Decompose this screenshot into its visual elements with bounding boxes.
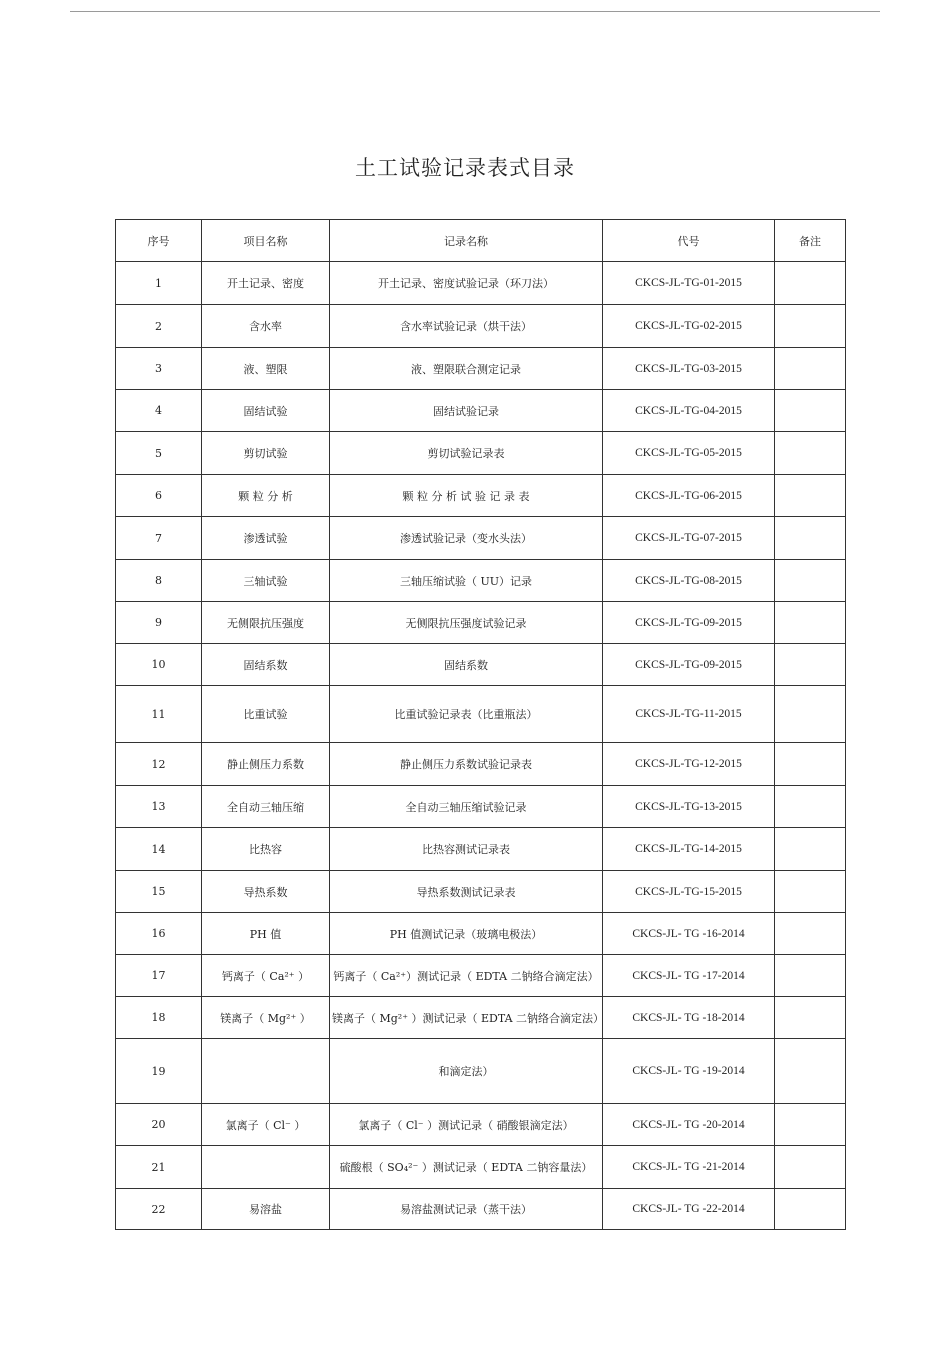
cell-code: CKCS-JL- TG -16-2014 bbox=[603, 913, 775, 955]
cell-note bbox=[775, 686, 846, 743]
cell-record-name: 硫酸根（ SO₄²⁻ ）测试记录（ EDTA 二钠容量法） bbox=[330, 1146, 603, 1189]
cell-item-name: 导热系数 bbox=[202, 871, 330, 913]
cell-code: CKCS-JL-TG-03-2015 bbox=[603, 348, 775, 390]
cell-record-name: 颗 粒 分 析 试 验 记 录 表 bbox=[330, 475, 603, 517]
table-row bbox=[116, 475, 846, 517]
table-body bbox=[116, 262, 846, 1230]
cell-item-name: 无侧限抗压强度 bbox=[202, 602, 330, 644]
cell-record-name: 全自动三轴压缩试验记录 bbox=[330, 786, 603, 828]
cell-note bbox=[775, 955, 846, 997]
cell-no: 15 bbox=[116, 871, 202, 913]
cell-code: CKCS-JL-TG-11-2015 bbox=[603, 686, 775, 743]
cell-record-name: 镁离子（ Mg²⁺ ）测试记录（ EDTA 二钠络合滴定法） bbox=[330, 997, 603, 1039]
table-row bbox=[116, 390, 846, 432]
cell-code: CKCS-JL-TG-07-2015 bbox=[603, 517, 775, 560]
cell-code: CKCS-JL-TG-09-2015 bbox=[603, 644, 775, 686]
cell-code: CKCS-JL- TG -20-2014 bbox=[603, 1104, 775, 1146]
cell-note bbox=[775, 560, 846, 602]
table-header-row bbox=[116, 220, 846, 262]
cell-code: CKCS-JL- TG -19-2014 bbox=[603, 1039, 775, 1104]
header-item-name: 项目名称 bbox=[202, 220, 330, 262]
table-row bbox=[116, 602, 846, 644]
cell-note bbox=[775, 1104, 846, 1146]
cell-code: CKCS-JL- TG -18-2014 bbox=[603, 997, 775, 1039]
cell-code: CKCS-JL-TG-04-2015 bbox=[603, 390, 775, 432]
cell-record-name: 静止侧压力系数试验记录表 bbox=[330, 743, 603, 786]
cell-record-name: 剪切试验记录表 bbox=[330, 432, 603, 475]
header-no: 序号 bbox=[116, 220, 202, 262]
cell-item-name: 液、塑限 bbox=[202, 348, 330, 390]
table-row bbox=[116, 913, 846, 955]
cell-item-name: 固结系数 bbox=[202, 644, 330, 686]
cell-note bbox=[775, 432, 846, 475]
cell-no: 19 bbox=[116, 1039, 202, 1104]
cell-item-name: 比重试验 bbox=[202, 686, 330, 743]
cell-record-name: 比热容测试记录表 bbox=[330, 828, 603, 871]
table-row bbox=[116, 1039, 846, 1104]
cell-item-name bbox=[202, 1039, 330, 1104]
cell-note bbox=[775, 828, 846, 871]
record-catalog-table bbox=[115, 219, 846, 1230]
table-row bbox=[116, 305, 846, 348]
cell-item-name: 全自动三轴压缩 bbox=[202, 786, 330, 828]
cell-note bbox=[775, 517, 846, 560]
cell-note bbox=[775, 1039, 846, 1104]
cell-no: 17 bbox=[116, 955, 202, 997]
cell-record-name: PH 值测试记录（玻璃电极法） bbox=[330, 913, 603, 955]
cell-item-name: 渗透试验 bbox=[202, 517, 330, 560]
cell-note bbox=[775, 390, 846, 432]
cell-no: 3 bbox=[116, 348, 202, 390]
cell-no: 20 bbox=[116, 1104, 202, 1146]
cell-no: 2 bbox=[116, 305, 202, 348]
header-rule bbox=[70, 11, 880, 12]
cell-no: 10 bbox=[116, 644, 202, 686]
cell-record-name: 导热系数测试记录表 bbox=[330, 871, 603, 913]
cell-note bbox=[775, 305, 846, 348]
cell-code: CKCS-JL-TG-02-2015 bbox=[603, 305, 775, 348]
cell-no: 18 bbox=[116, 997, 202, 1039]
cell-no: 5 bbox=[116, 432, 202, 475]
cell-record-name: 和滴定法） bbox=[330, 1039, 603, 1104]
cell-item-name: PH 值 bbox=[202, 913, 330, 955]
cell-no: 13 bbox=[116, 786, 202, 828]
cell-item-name: 颗 粒 分 析 bbox=[202, 475, 330, 517]
table-row bbox=[116, 686, 846, 743]
cell-code: CKCS-JL-TG-12-2015 bbox=[603, 743, 775, 786]
cell-no: 11 bbox=[116, 686, 202, 743]
table-row bbox=[116, 786, 846, 828]
cell-code: CKCS-JL-TG-08-2015 bbox=[603, 560, 775, 602]
cell-note bbox=[775, 1189, 846, 1230]
cell-note bbox=[775, 644, 846, 686]
cell-note bbox=[775, 602, 846, 644]
cell-note bbox=[775, 475, 846, 517]
cell-code: CKCS-JL- TG -17-2014 bbox=[603, 955, 775, 997]
cell-note bbox=[775, 743, 846, 786]
cell-no: 8 bbox=[116, 560, 202, 602]
cell-record-name: 钙离子（ Ca²⁺）测试记录（ EDTA 二钠络合滴定法） bbox=[330, 955, 603, 997]
cell-item-name: 镁离子（ Mg²⁺ ） bbox=[202, 997, 330, 1039]
table-row bbox=[116, 1104, 846, 1146]
cell-record-name: 无侧限抗压强度试验记录 bbox=[330, 602, 603, 644]
cell-no: 7 bbox=[116, 517, 202, 560]
cell-no: 21 bbox=[116, 1146, 202, 1189]
cell-item-name: 三轴试验 bbox=[202, 560, 330, 602]
table-row bbox=[116, 997, 846, 1039]
cell-code: CKCS-JL- TG -21-2014 bbox=[603, 1146, 775, 1189]
cell-no: 14 bbox=[116, 828, 202, 871]
table-row bbox=[116, 871, 846, 913]
cell-item-name: 易溶盐 bbox=[202, 1189, 330, 1230]
cell-note bbox=[775, 1146, 846, 1189]
cell-item-name: 固结试验 bbox=[202, 390, 330, 432]
cell-no: 4 bbox=[116, 390, 202, 432]
cell-note bbox=[775, 786, 846, 828]
table-row bbox=[116, 432, 846, 475]
table-row bbox=[116, 560, 846, 602]
header-code: 代号 bbox=[603, 220, 775, 262]
cell-item-name: 钙离子（ Ca²⁺ ） bbox=[202, 955, 330, 997]
table-row bbox=[116, 828, 846, 871]
table-row bbox=[116, 517, 846, 560]
cell-record-name: 渗透试验记录（变水头法） bbox=[330, 517, 603, 560]
cell-record-name: 固结系数 bbox=[330, 644, 603, 686]
cell-code: CKCS-JL-TG-01-2015 bbox=[603, 262, 775, 305]
cell-record-name: 开土记录、密度试验记录（环刀法） bbox=[330, 262, 603, 305]
table-row bbox=[116, 743, 846, 786]
cell-code: CKCS-JL- TG -22-2014 bbox=[603, 1189, 775, 1230]
cell-no: 9 bbox=[116, 602, 202, 644]
cell-record-name: 液、塑限联合测定记录 bbox=[330, 348, 603, 390]
cell-code: CKCS-JL-TG-09-2015 bbox=[603, 602, 775, 644]
cell-code: CKCS-JL-TG-13-2015 bbox=[603, 786, 775, 828]
table-row bbox=[116, 955, 846, 997]
cell-no: 1 bbox=[116, 262, 202, 305]
cell-code: CKCS-JL-TG-15-2015 bbox=[603, 871, 775, 913]
cell-item-name: 含水率 bbox=[202, 305, 330, 348]
cell-record-name: 三轴压缩试验（ UU）记录 bbox=[330, 560, 603, 602]
header-record-name: 记录名称 bbox=[330, 220, 603, 262]
cell-no: 6 bbox=[116, 475, 202, 517]
cell-item-name: 剪切试验 bbox=[202, 432, 330, 475]
cell-note bbox=[775, 871, 846, 913]
cell-note bbox=[775, 913, 846, 955]
cell-no: 16 bbox=[116, 913, 202, 955]
cell-record-name: 氯离子（ Cl⁻ ）测试记录（ 硝酸银滴定法） bbox=[330, 1104, 603, 1146]
cell-record-name: 比重试验记录表（比重瓶法） bbox=[330, 686, 603, 743]
cell-item-name: 氯离子（ Cl⁻ ） bbox=[202, 1104, 330, 1146]
cell-item-name: 开土记录、密度 bbox=[202, 262, 330, 305]
cell-no: 22 bbox=[116, 1189, 202, 1230]
cell-note bbox=[775, 348, 846, 390]
cell-note bbox=[775, 997, 846, 1039]
table-row bbox=[116, 1146, 846, 1189]
cell-record-name: 固结试验记录 bbox=[330, 390, 603, 432]
cell-record-name: 易溶盐测试记录（蒸干法） bbox=[330, 1189, 603, 1230]
cell-no: 12 bbox=[116, 743, 202, 786]
cell-item-name bbox=[202, 1146, 330, 1189]
cell-item-name: 静止侧压力系数 bbox=[202, 743, 330, 786]
header-note: 备注 bbox=[775, 220, 846, 262]
table-row bbox=[116, 262, 846, 305]
cell-code: CKCS-JL-TG-14-2015 bbox=[603, 828, 775, 871]
cell-code: CKCS-JL-TG-05-2015 bbox=[603, 432, 775, 475]
cell-item-name: 比热容 bbox=[202, 828, 330, 871]
cell-note bbox=[775, 262, 846, 305]
table-row bbox=[116, 348, 846, 390]
page-title: 土工试验记录表式目录 bbox=[355, 156, 575, 180]
table-row bbox=[116, 1189, 846, 1230]
cell-code: CKCS-JL-TG-06-2015 bbox=[603, 475, 775, 517]
cell-record-name: 含水率试验记录（烘干法） bbox=[330, 305, 603, 348]
table-row bbox=[116, 644, 846, 686]
